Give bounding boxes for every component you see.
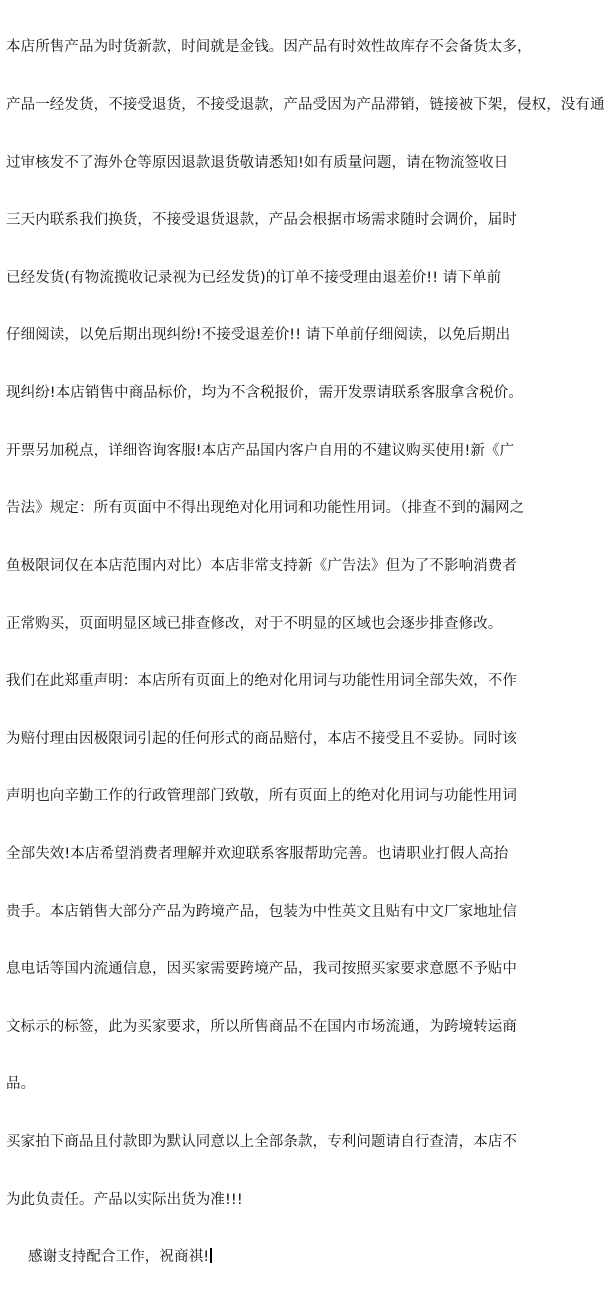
text-cursor bbox=[210, 1248, 212, 1263]
notice-line: 鱼极限词仅在本店范围内对比）本店非常支持新《广告法》但为了不影响消费者 bbox=[6, 557, 517, 574]
notice-line: 正常购买，页面明显区域已排查修改，对于不明显的区域也会逐步排查修改。 bbox=[6, 615, 503, 632]
notice-line: 声明也向辛勤工作的行政管理部门致敬，所有页面上的绝对化用词与功能性用词 bbox=[6, 788, 517, 805]
notice-line: 文标示的标签，此为买家要求，所以所售商品不在国内市场流通，为跨境转运商 bbox=[6, 1018, 517, 1035]
notice-line: 品。 bbox=[6, 1076, 36, 1093]
notice-line: 仔细阅读，以免后期出现纠纷!不接受退差价!! 请下单前仔细阅读，以免后期出 bbox=[6, 327, 511, 344]
closing-text: 感谢支持配合工作，祝商祺! bbox=[28, 1249, 210, 1266]
notice-line: 过审核发不了海外仓等原因退款退货敬请悉知!如有质量问题，请在物流签收日 bbox=[6, 154, 509, 171]
notice-line: 产品一经发货，不接受退货，不接受退款，产品受因为产品滞销，链接被下架，侵权，没有通 bbox=[6, 97, 605, 114]
store-notice-text bbox=[6, 0, 603, 1306]
notice-line: 买家拍下商品且付款即为默认同意以上全部条款，专利问题请自行查清，本店不 bbox=[6, 1133, 517, 1150]
notice-line: 全部失效!本店希望消费者理解并欢迎联系客服帮助完善。也请职业打假人高抬 bbox=[6, 845, 509, 862]
notice-line: 本店所售产品为时货新款，时间就是金钱。因产品有时效性故库存不会备货太多， bbox=[6, 39, 532, 56]
notice-line: 已经发货(有物流揽收记录视为已经发货)的订单不接受理由退差价!! 请下单前 bbox=[6, 269, 502, 286]
notice-line: 为赔付理由因极限词引起的任何形式的商品赔付，本店不接受且不妥协。同时该 bbox=[6, 730, 517, 747]
notice-line: 贵手。本店销售大部分产品为跨境产品，包装为中性英文且贴有中文厂家地址信 bbox=[6, 903, 517, 920]
notice-line: 为此负责任。产品以实际出货为准!!! bbox=[6, 1191, 243, 1208]
notice-line: 我们在此郑重声明：本店所有页面上的绝对化用词与功能性用词全部失效，不作 bbox=[6, 673, 517, 690]
notice-line: 告法》规定：所有页面中不得出现绝对化用词和功能性用词。（排查不到的漏网之 bbox=[6, 500, 525, 517]
notice-line: 开票另加税点，详细咨询客服!本店产品国内客户自用的不建议购买使用!新《广 bbox=[6, 442, 515, 459]
notice-line: 息电话等国内流通信息，因买家需要跨境产品，我司按照买家要求意愿不予贴中 bbox=[6, 961, 517, 978]
closing-line[interactable] bbox=[6, 1248, 603, 1267]
notice-line: 现纠纷!本店销售中商品标价，均为不含税报价，需开发票请联系客服拿含税价。 bbox=[6, 385, 523, 402]
notice-line: 三天内联系我们换货，不接受退货退款，产品会根据市场需求随时会调价，届时 bbox=[6, 212, 517, 229]
